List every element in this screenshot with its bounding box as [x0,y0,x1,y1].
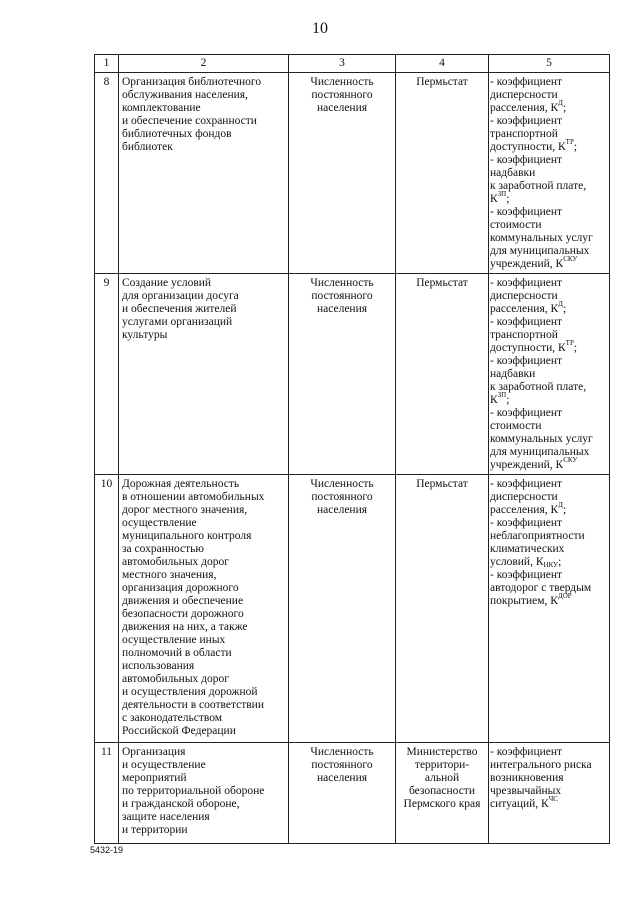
indicator-cell [289,274,396,475]
coefficient-tail: ; [558,556,562,568]
coefficient-tail: ; [506,394,510,406]
coefficient-item [490,407,608,472]
coefficient-tail: ; [562,504,567,516]
coefficient-superscript: ЧС [548,795,558,803]
coefficient-superscript: ДОР [557,592,572,600]
source-cell [396,73,489,274]
coefficient-tail: ; [573,342,578,354]
row-number-text: 10 [100,478,113,490]
coefficient-superscript: ТР [565,339,574,347]
coefficient-text: - коэффициент дисперсности расселения, К [490,478,563,516]
coefficient-superscript: СКУ [563,456,578,464]
table-row [95,475,610,743]
indicator-cell-text: Численность постоянного населения [310,478,374,516]
coefficient-superscript: ЗП [497,190,507,198]
source-cell-text: Министерство территори- альной безопасности Пермского края [403,746,481,810]
row-number-text: 9 [103,277,110,289]
coefficient-item [490,746,608,811]
coefficient-item [490,277,608,316]
service-cell-text: Организация библиотечного обслуживания населения, комплектование и обеспечение сохранности библиотечных фондов библиотек [122,76,262,153]
indicator-cell-text: Численность постоянного населения [310,746,374,784]
coefficient-item [490,478,608,517]
row-number [95,475,119,743]
header-col-1: 1 [95,55,119,73]
source-cell [396,274,489,475]
coefficient-text: - коэффициент неблагоприятности климатических условий, К [490,517,585,568]
header-col-2: 2 [119,55,289,73]
coefficient-item [490,569,608,608]
coefficient-text: - коэффициент стоимости коммунальных услуг для муниципальных учреждений, К [490,407,593,471]
service-cell [119,475,289,743]
coefficient-item [490,517,608,569]
coefficients-cell [489,743,610,844]
coefficient-text: - коэффициент стоимости коммунальных услуг для муниципальных учреждений, К [490,206,593,270]
header-col-3: 3 [289,55,396,73]
coefficient-text: - коэффициент автодорог с твердым покрытием, К [490,569,592,607]
indicator-cell [289,475,396,743]
page-number: 10 [312,20,328,37]
coefficients-table [94,54,610,844]
row-number [95,73,119,274]
indicator-cell-text: Численность постоянного населения [310,277,374,315]
row-number [95,274,119,475]
coefficient-text: - коэффициент надбавки к заработной плате, К [490,154,587,205]
source-cell-text: Пермьстат [416,478,468,490]
coefficient-text: - коэффициент дисперсности расселения, К [490,76,563,114]
coefficient-item [490,76,608,115]
table-header-row [95,55,610,73]
coefficient-text: - коэффициент дисперсности расселения, К [490,277,563,315]
coefficient-item [490,206,608,271]
service-cell [119,274,289,475]
header-col-5: 5 [489,55,610,73]
coefficient-item [490,316,608,355]
source-cell [396,743,489,844]
service-cell-text: Организация и осуществление мероприятий по территориальной обороне и гражданской обороне, защите населения и территории [122,746,265,836]
source-cell [396,475,489,743]
table-row [95,274,610,475]
coefficients-cell [489,274,610,475]
coefficient-superscript: СКУ [563,255,578,263]
coefficient-item [490,355,608,407]
coefficients-cell [489,73,610,274]
source-cell-text: Пермьстат [416,76,468,88]
coefficient-text: - коэффициент транспортной доступности, К [490,316,566,354]
service-cell-text: Создание условий для организации досуга и обеспечения жителей услугами организаций культуры [122,277,239,341]
source-cell-text: Пермьстат [416,277,468,289]
coefficient-superscript: Д [558,300,563,308]
table-row [95,73,610,274]
footer-code: 5432-19 [90,845,124,855]
coefficient-item [490,115,608,154]
header-col-4: 4 [396,55,489,73]
coefficient-tail: ; [562,102,567,114]
indicator-cell [289,73,396,274]
row-number-text: 11 [100,746,113,758]
service-cell-text: Дорожная деятельность в отношении автомобильных дорог местного значения, осуществление муниципального контроля за сохранностью автомобильных дорог местного значения, организация дорожного движения и обеспечение безопасности дорожного движения на них, а также осуществление иных полномочий в области использования автомобильных дорог и осуществления дорожной деятельности в соответствии с законодательством Российской Федерации [122,478,265,737]
indicator-cell-text: Численность постоянного населения [310,76,374,114]
coefficient-superscript: Д [558,501,563,509]
coefficient-superscript: ЗП [497,391,507,399]
coefficient-text: - коэффициент интегрального риска возникновения чрезвычайных ситуаций, К [490,746,592,810]
row-number [95,743,119,844]
coefficient-text: - коэффициент транспортной доступности, К [490,115,566,153]
service-cell [119,73,289,274]
coefficient-tail: ; [506,193,510,205]
coefficient-text: - коэффициент надбавки к заработной плате, К [490,355,587,406]
service-cell [119,743,289,844]
coefficient-superscript: ТР [565,138,574,146]
row-number-text: 8 [103,76,110,88]
coefficient-tail: ; [562,303,567,315]
coefficient-superscript: Д [558,99,563,107]
coefficient-item [490,154,608,206]
coefficient-tail: ; [573,141,578,153]
table-row [95,743,610,844]
coefficients-cell [489,475,610,743]
coefficient-subscript: НКУ [543,561,559,569]
indicator-cell [289,743,396,844]
